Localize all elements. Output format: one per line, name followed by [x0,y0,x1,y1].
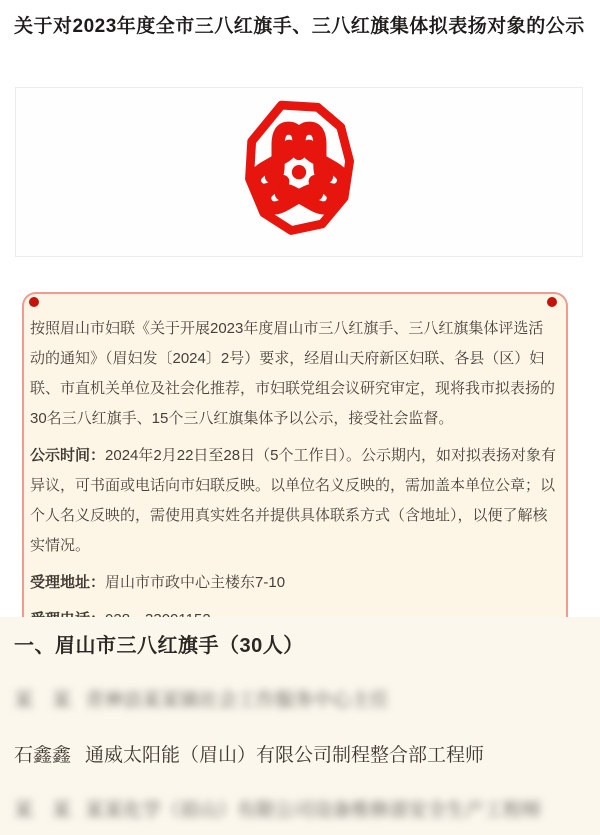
section-heading: 一、眉山市三八红旗手（30人） [14,635,304,657]
acceptance-address-text: 眉山市市政中心主楼东7-10 [105,574,286,591]
publicity-time-text: 2024年2月22日至28日（5个工作日）。公示期内，如对拟表扬对象有异议，可书面或电话向市妇联反映。以单位名义反映的，需加盖本单位公章；以个人名义反映的，需使用真实姓名并提供具体联系方式（含地址），以便了解核实情况。 [30,447,556,554]
publicity-time-label: 公示时间： [30,447,106,464]
awardee-org: 青神县某某镇社会工作服务中心主任 [85,690,390,711]
table-row [14,798,586,824]
page-title: 关于对2023年度全市三八红旗手、三八红旗集体拟表扬对象的公示 [14,16,585,37]
notice-intro [30,314,558,434]
acceptance-address [30,568,558,598]
womens-federation-emblem-icon [233,95,365,250]
corner-dot-right [547,297,557,307]
awardee-org: 通威太阳能（眉山）有限公司制程整合部工程师 [85,745,485,766]
federation-logo-card [15,87,583,257]
corner-dot-left [29,297,39,307]
notice-intro-text: 按照眉山市妇联《关于开展2023年度眉山市三八红旗手、三八红旗集体评选活动的通知》（眉妇发〔2024〕2号）要求，经眉山天府新区妇联、各县（区）妇联、市直机关单位及社会化推荐，市妇联党组会议研究审定，现将我市拟表扬的30名三八红旗手、15个三八红旗集体予以公示，接受社会监督。 [30,320,556,427]
notice-box [22,292,568,617]
awardee-name: 某 某 [14,690,72,711]
awardee-org: 某某化学（眉山）有限公司设备维修部安全生产工程师 [85,800,542,821]
table-row [14,688,586,714]
acceptance-address-label: 受理地址： [30,574,106,591]
awardee-list-section [0,617,600,835]
table-row [14,743,586,769]
publicity-time [30,441,558,561]
awardee-name: 某 某 [14,800,72,821]
awardee-name: 石鑫鑫 [14,745,72,766]
